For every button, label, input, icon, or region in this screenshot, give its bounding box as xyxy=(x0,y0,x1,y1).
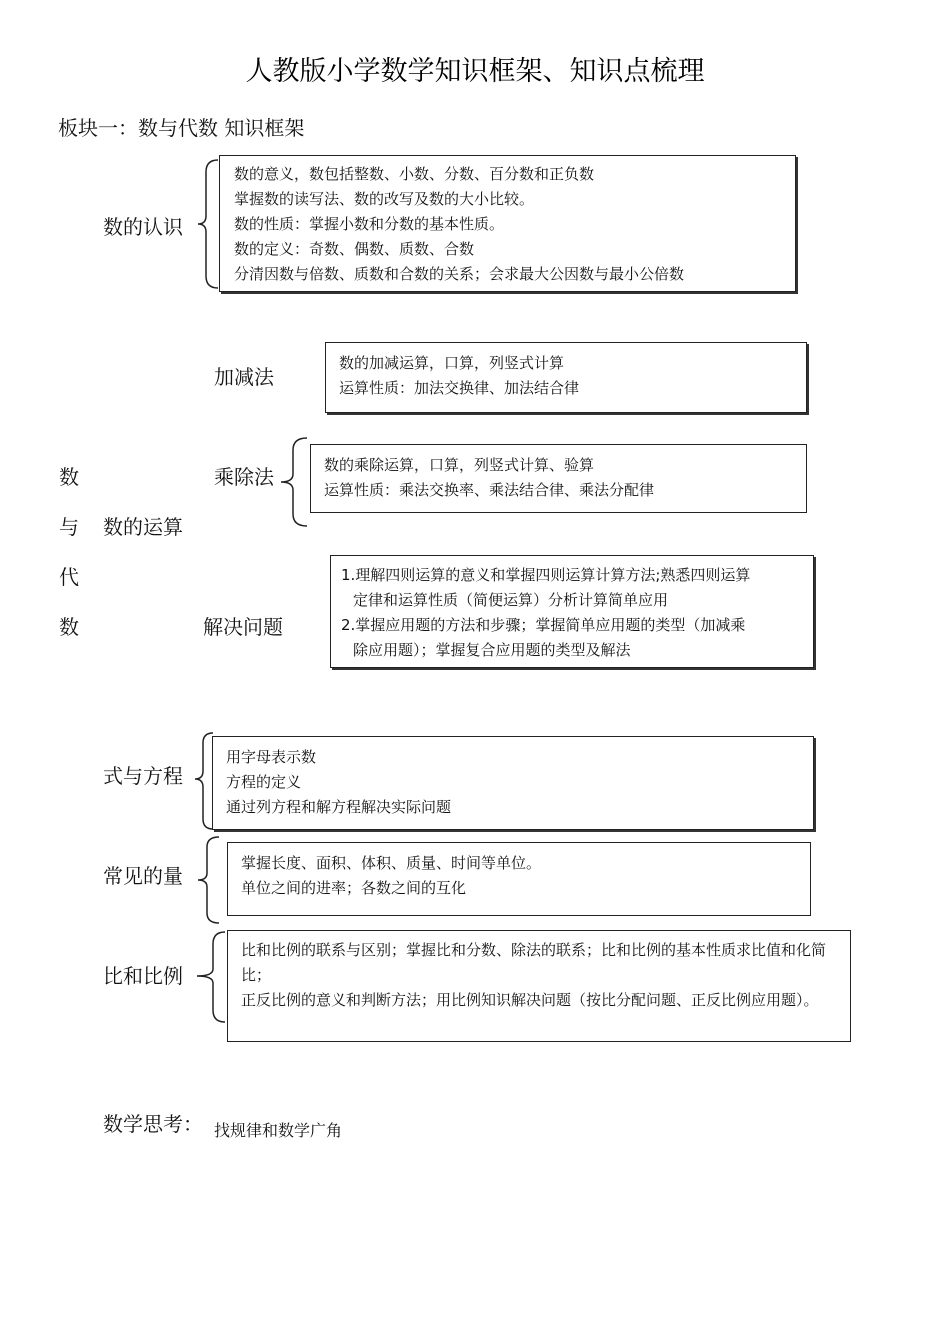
add-sub-line: 运算性质：加法交换律、加法结合律 xyxy=(339,379,580,397)
mul-div-line: 运算性质：乘法交换率、乘法结合律、乘法分配律 xyxy=(324,481,655,499)
mul-div-label: 乘除法 xyxy=(214,465,274,489)
add-sub-line: 数的加减运算，口算，列竖式计算 xyxy=(339,354,565,372)
quantities-box xyxy=(227,842,811,916)
problem-solving-label: 解决问题 xyxy=(203,615,283,639)
side-label-char: 数 xyxy=(59,615,79,639)
page-title: 人教版小学数学知识框架、知识点梳理 xyxy=(245,56,705,87)
number-recognition-line: 数的意义，数包括整数、小数、分数、百分数和正负数 xyxy=(234,165,595,183)
operations-brace xyxy=(277,436,311,528)
math-thinking-text: 找规律和数学广角 xyxy=(214,1121,343,1140)
number-recognition-line: 数的定义：奇数、偶数、质数、合数 xyxy=(234,240,475,258)
problem-solving-line: 1.理解四则运算的意义和掌握四则运算计算方法;熟悉四则运算 xyxy=(341,566,751,584)
add-sub-label: 加减法 xyxy=(214,365,274,389)
mul-div-line: 数的乘除运算，口算，列竖式计算、验算 xyxy=(324,456,595,474)
quantities-line: 单位之间的进率；各数之间的互化 xyxy=(241,879,467,897)
ratio-line: 正反比例的意义和判断方法；用比例知识解决问题（按比分配问题、正反比例应用题）。 xyxy=(241,991,819,1009)
side-label-char: 代 xyxy=(59,565,79,589)
equations-label: 式与方程 xyxy=(103,764,183,788)
problem-solving-box xyxy=(330,555,814,668)
add-sub-box xyxy=(325,342,807,413)
mul-div-box xyxy=(310,444,807,513)
equations-line: 方程的定义 xyxy=(226,773,302,791)
problem-solving-line: 除应用题）；掌握复合应用题的类型及解法 xyxy=(353,641,631,659)
number-recognition-line: 数的性质：掌握小数和分数的基本性质。 xyxy=(234,215,505,233)
ratio-label: 比和比例 xyxy=(103,964,183,988)
quantities-label: 常见的量 xyxy=(103,864,183,888)
section-heading: 板块一：数与代数 知识框架 xyxy=(58,116,305,140)
quantities-brace xyxy=(195,835,223,925)
side-label-char: 与 xyxy=(59,515,79,539)
ratio-brace xyxy=(193,930,229,1024)
number-recognition-label: 数的认识 xyxy=(103,215,183,239)
number-recognition-line: 掌握数的读写法、数的改写及数的大小比较。 xyxy=(234,190,535,208)
problem-solving-line: 2.掌握应用题的方法和步骤；掌握简单应用题的类型（加减乘 xyxy=(341,616,746,634)
equations-box xyxy=(212,736,814,830)
number-recognition-line: 分清因数与倍数、质数和合数的关系；会求最大公因数与最小公倍数 xyxy=(234,265,685,283)
side-label-char: 数 xyxy=(59,465,79,489)
equations-line: 用字母表示数 xyxy=(226,748,317,766)
operations-label: 数的运算 xyxy=(103,515,183,539)
equations-line: 通过列方程和解方程解决实际问题 xyxy=(226,798,452,816)
math-thinking-label: 数学思考： xyxy=(103,1112,203,1136)
problem-solving-line: 定律和运算性质（简便运算）分析计算简单应用 xyxy=(353,591,669,609)
ratio-line: 比和比例的联系与区别；掌握比和分数、除法的联系；比和比例的基本性质求比值和化简比； xyxy=(241,941,827,984)
ratio-box xyxy=(227,930,851,1042)
number-recognition-box xyxy=(219,155,796,292)
quantities-line: 掌握长度、面积、体积、质量、时间等单位。 xyxy=(241,854,542,872)
